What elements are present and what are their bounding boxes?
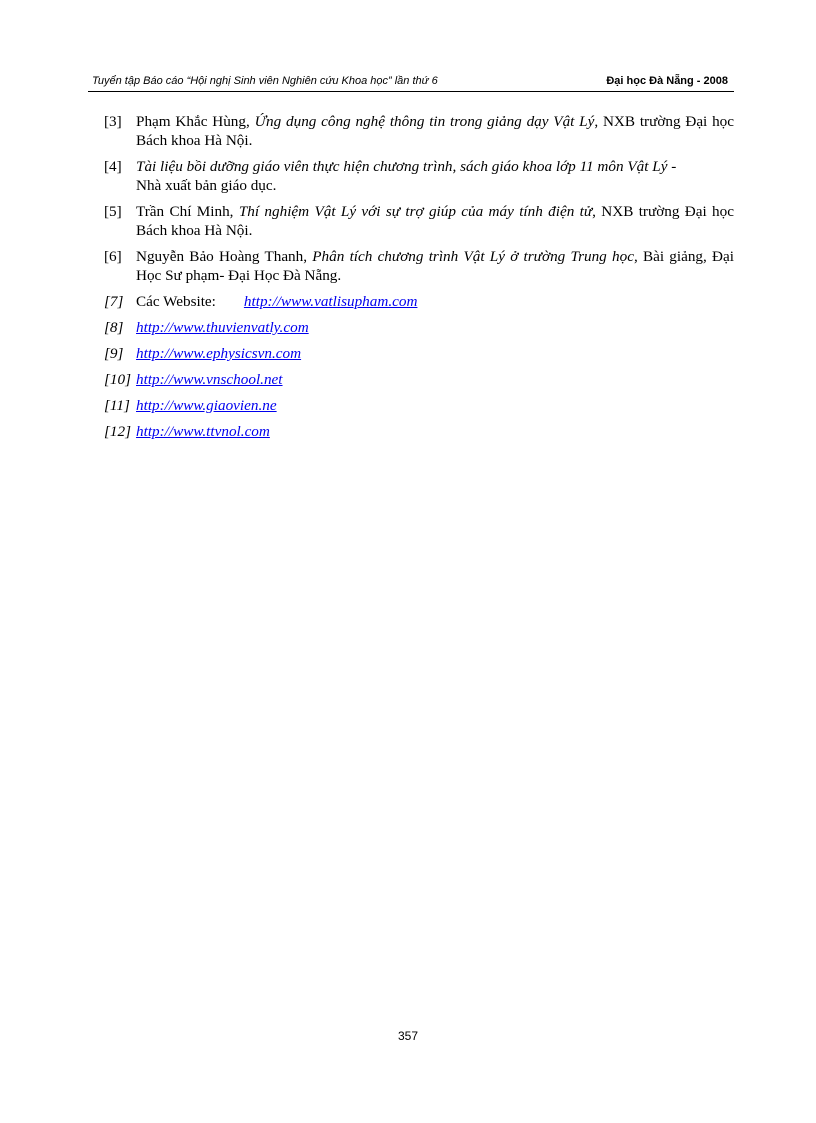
reference-number: [11] <box>104 397 130 414</box>
reference-number: [8] <box>104 319 124 336</box>
reference-number: [3] <box>104 113 122 130</box>
reference-item-website <box>104 422 734 441</box>
website-link[interactable]: http://www.thuvienvatly.com <box>136 319 309 336</box>
reference-number: [7] <box>104 293 124 310</box>
reference-title: Tài liệu bồi dưỡng giáo viên thực hiện chương trình, sách giáo khoa lớp 11 môn Vật Lý - <box>136 158 677 175</box>
reference-item <box>104 157 734 195</box>
reference-item <box>104 202 734 240</box>
reference-item-website <box>104 292 734 311</box>
website-link[interactable]: http://www.vnschool.net <box>136 371 283 388</box>
reference-title: Phân tích chương trình Vật Lý ở trường Trung học <box>312 248 634 265</box>
reference-publisher: , Bài giảng, Đại Học Sư phạm- Đại Học Đà Nẵng. <box>136 248 734 284</box>
reference-number: [10] <box>104 371 132 388</box>
reference-author: Phạm Khắc Hùng, <box>136 113 255 130</box>
reference-item-website <box>104 370 734 389</box>
header-title: Tuyển tập Báo cáo “Hội nghị Sinh viên Nghiên cứu Khoa học” lần thứ 6 <box>92 75 438 87</box>
reference-author: Trần Chí Minh, <box>136 203 239 220</box>
reference-item <box>104 112 734 150</box>
reference-publisher: Nhà xuất bản giáo dục. <box>136 177 277 194</box>
website-link[interactable]: http://www.ttvnol.com <box>136 423 270 440</box>
page-header <box>88 73 734 92</box>
website-link[interactable]: http://www.giaovien.ne <box>136 397 277 414</box>
reference-title: Thí nghiệm Vật Lý với sự trợ giúp của máy tính điện tử <box>238 203 593 220</box>
reference-list <box>104 112 734 448</box>
website-link[interactable]: http://www.vatlisupham.com <box>243 293 418 310</box>
reference-publisher: , NXB trường Đại học Bách khoa Hà Nội. <box>136 113 735 149</box>
reference-number: [6] <box>104 248 122 265</box>
reference-title: Ứng dụng công nghệ thông tin trong giảng dạy Vật Lý <box>254 113 595 130</box>
reference-author: Nguyễn Bảo Hoàng Thanh, <box>136 248 313 265</box>
reference-number: [9] <box>104 345 124 362</box>
header-university: Đại học Đà Nẵng - 2008 <box>606 75 728 87</box>
reference-item-website <box>104 396 734 415</box>
website-link[interactable]: http://www.ephysicsvn.com <box>136 345 302 362</box>
reference-number: [4] <box>104 158 122 175</box>
reference-number: [12] <box>104 423 132 440</box>
reference-item-website <box>104 344 734 363</box>
reference-item-website <box>104 318 734 337</box>
reference-item <box>104 247 734 285</box>
page-number: 357 <box>397 1029 419 1043</box>
reference-publisher: , NXB trường Đại học Bách khoa Hà Nội. <box>136 203 734 239</box>
reference-number: [5] <box>104 203 122 220</box>
websites-label: Các Website: <box>136 293 216 310</box>
